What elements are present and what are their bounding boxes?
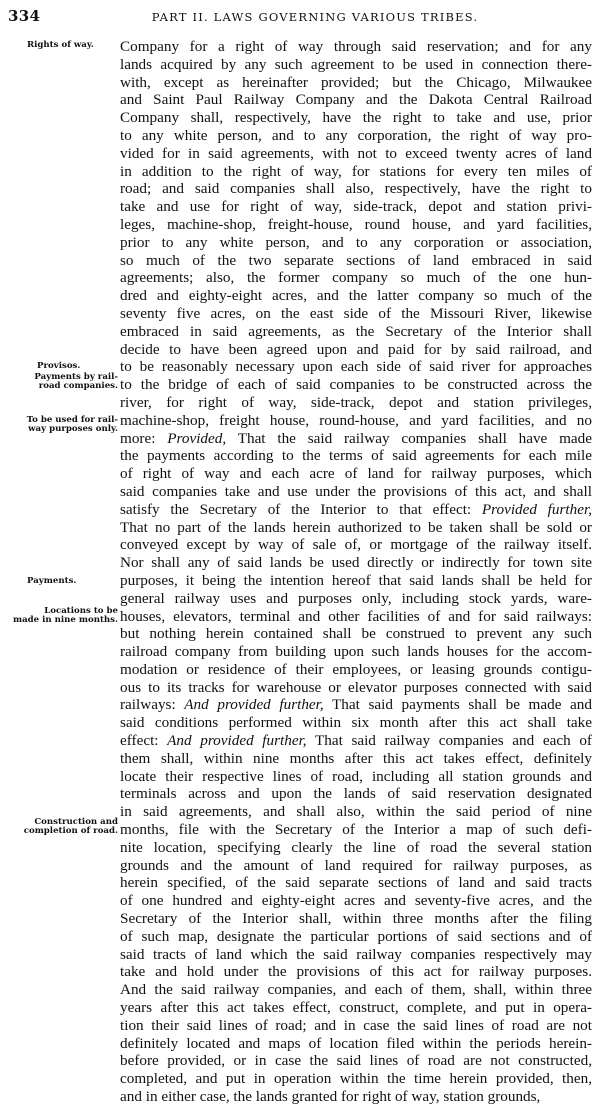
body-line: to any white person, and to any corporation, the right of way pro- xyxy=(120,126,592,144)
body-line: Company shall, respectively, have the right to take and use, prior xyxy=(120,109,592,127)
body-line: said tracts of land which the said railway companies respectively may xyxy=(120,945,592,963)
body-line: vided for in said agreements, with not to exceed twenty acres of land xyxy=(120,144,592,162)
margin-note-rights-of-way xyxy=(27,41,94,50)
body-line: but nothing herein contained shall be construed to prevent any such xyxy=(120,625,592,643)
body-line: take and use for right of way, side-track, depot and station privi- xyxy=(120,198,592,216)
body-line: nite location, specifying clearly the line of road the several station xyxy=(120,838,592,856)
body-line: months, file with the Secretary of the Interior a map of such defi- xyxy=(120,821,592,839)
body-line: of one hundred and eighty-eight acres and seventy-five acres, and the xyxy=(120,892,592,910)
body-line: road; and said companies shall also, respectively, have the right to xyxy=(120,180,592,198)
body-line: more: Provided, That the said railway companies shall have made xyxy=(120,429,592,447)
body-line: dred and eighty-eight acres, and the latter company so much of the xyxy=(120,287,592,305)
body-line: of right of way and each acre of land for railway purposes, which xyxy=(120,465,592,483)
body-line: Company for a right of way through said reservation; and for any xyxy=(120,38,592,55)
running-head: PART II. LAWS GOVERNING VARIOUS TRIBES. xyxy=(151,10,479,24)
body-line: locate their respective lines of road, including all station grounds and xyxy=(120,767,592,785)
margin-note-payments xyxy=(27,577,76,586)
body-line: seventy five acres, on the east side of the Missouri River, likewise xyxy=(120,304,592,322)
margin-note-line: road companies. xyxy=(38,381,118,391)
body-line: herein specified, of the said separate sections of land and said tracts xyxy=(120,874,592,892)
body-text xyxy=(120,38,592,1106)
margin-note-locations xyxy=(2,607,118,625)
body-line: conveyed except by way of sale of, or mortgage of the railway itself. xyxy=(120,536,592,554)
body-line: Nor shall any of said lands be used directly or indirectly for town site xyxy=(120,554,592,572)
body-line: tion their said lines of road; and in case the said lines of road are not xyxy=(120,1016,592,1034)
body-line: the payments according to the terms of said agreements for each mile xyxy=(120,447,592,465)
margin-note-payments-by-railroad xyxy=(2,373,118,391)
margin-note-line: completion of road. xyxy=(23,826,118,836)
body-line: them shall, within nine months after this act takes effect, definitely xyxy=(120,749,592,767)
body-line: grounds and the amount of land required for railway purposes, as xyxy=(120,856,592,874)
body-line: That no part of the lands herein authorized to be taken shall be sold or xyxy=(120,518,592,536)
body-line: embraced in said agreements, as the Secretary of the Interior shall xyxy=(120,322,592,340)
body-line: prior to any white person, and to any corporation or association, xyxy=(120,233,592,251)
body-line: railroad company from building upon such lands houses for the accom- xyxy=(120,643,592,661)
body-line: houses, elevators, terminal and other facilities of and for said railways: xyxy=(120,607,592,625)
body-line: in said agreements, and shall also, within the said period of nine xyxy=(120,803,592,821)
body-line: said conditions performed within six month after this act shall take xyxy=(120,714,592,732)
body-line: terminals across and upon the lands of said reservation designated xyxy=(120,785,592,803)
body-line: effect: And provided further, That said railway companies and each of xyxy=(120,732,592,750)
body-line: railways: And provided further, That said payments shall be made and xyxy=(120,696,592,714)
margin-note-line: To be used for rail- xyxy=(26,415,118,425)
margin-note-railway-purposes xyxy=(2,416,118,434)
body-line: in addition to the right of way, for stations for every ten miles of xyxy=(120,162,592,180)
margin-note-provisos xyxy=(37,362,80,371)
body-line: take and hold under the provisions of this act for railway purposes. xyxy=(120,963,592,981)
margin-note-line: made in nine months. xyxy=(13,615,118,625)
body-line: general railway uses and purposes only, including stock yards, ware- xyxy=(120,589,592,607)
body-line: And the said railway companies, and each of them, shall, within three xyxy=(120,981,592,999)
body-line: with, except as hereinafter provided; but the Chicago, Milwaukee xyxy=(120,73,592,91)
margin-note-line: way purposes only. xyxy=(28,424,118,434)
body-line: definitely located and maps of location filed within the periods herein- xyxy=(120,1034,592,1052)
margin-notes xyxy=(0,0,118,929)
body-line: river, for right of way, side-track, depot and station privileges, xyxy=(120,393,592,411)
body-line: years after this act takes effect, construct, complete, and put in opera- xyxy=(120,999,592,1017)
body-line: ous to its tracks for warehouse or elevator purposes connected with said xyxy=(120,678,592,696)
body-line: machine-shop, freight house, round-house, and yard facilities, and no xyxy=(120,411,592,429)
body-line: so much of the two separate sections of land embraced in said xyxy=(120,251,592,269)
body-line: to the bridge of each of said companies to be constructed across the xyxy=(120,376,592,394)
body-line: and in either case, the lands granted for right of way, station grounds, xyxy=(120,1088,541,1106)
body-line: purposes, it being the intention hereof that said lands shall be held for xyxy=(120,571,592,589)
body-line: agreements; also, the former company so much of the one hun- xyxy=(120,269,592,287)
body-line: and Saint Paul Railway Company and the Dakota Central Railroad xyxy=(120,91,592,109)
margin-note-line: Locations to be xyxy=(44,606,118,616)
body-line: decide to have been agreed upon and paid for by said railroad, and xyxy=(120,340,592,358)
margin-note-line: Payments. xyxy=(27,576,77,586)
body-line: before provided, or in case the said lines of road are not constructed, xyxy=(120,1052,592,1070)
margin-note-line: Payments by rail- xyxy=(34,372,118,382)
body-line: modation or residence of their employees, or leasing grounds contigu- xyxy=(120,660,592,678)
margin-note-line: Provisos. xyxy=(37,361,81,371)
body-line: to be reasonably necessary upon each side of said river for approaches xyxy=(120,358,592,376)
body-line: said companies take and use under the provisions of this act, and shall xyxy=(120,482,592,500)
body-line: satisfy the Secretary of the Interior to that effect: Provided further, xyxy=(120,500,592,518)
margin-note-construction xyxy=(2,818,118,836)
body-line: leges, machine-shop, freight-house, round house, and yard facilities, xyxy=(120,215,592,233)
margin-note-line: Rights of way. xyxy=(27,40,94,50)
body-line: lands acquired by any such agreement to be used in connection there- xyxy=(120,55,592,73)
page-number: 334 xyxy=(8,7,41,25)
body-line: completed, and put in operation within the time herein provided, then, xyxy=(120,1070,592,1088)
body-line: Secretary of the Interior shall, within three months after the filing xyxy=(120,910,592,928)
margin-note-line: Construction and xyxy=(34,817,118,827)
body-line: of such map, designate the particular portions of said sections and of xyxy=(120,927,592,945)
